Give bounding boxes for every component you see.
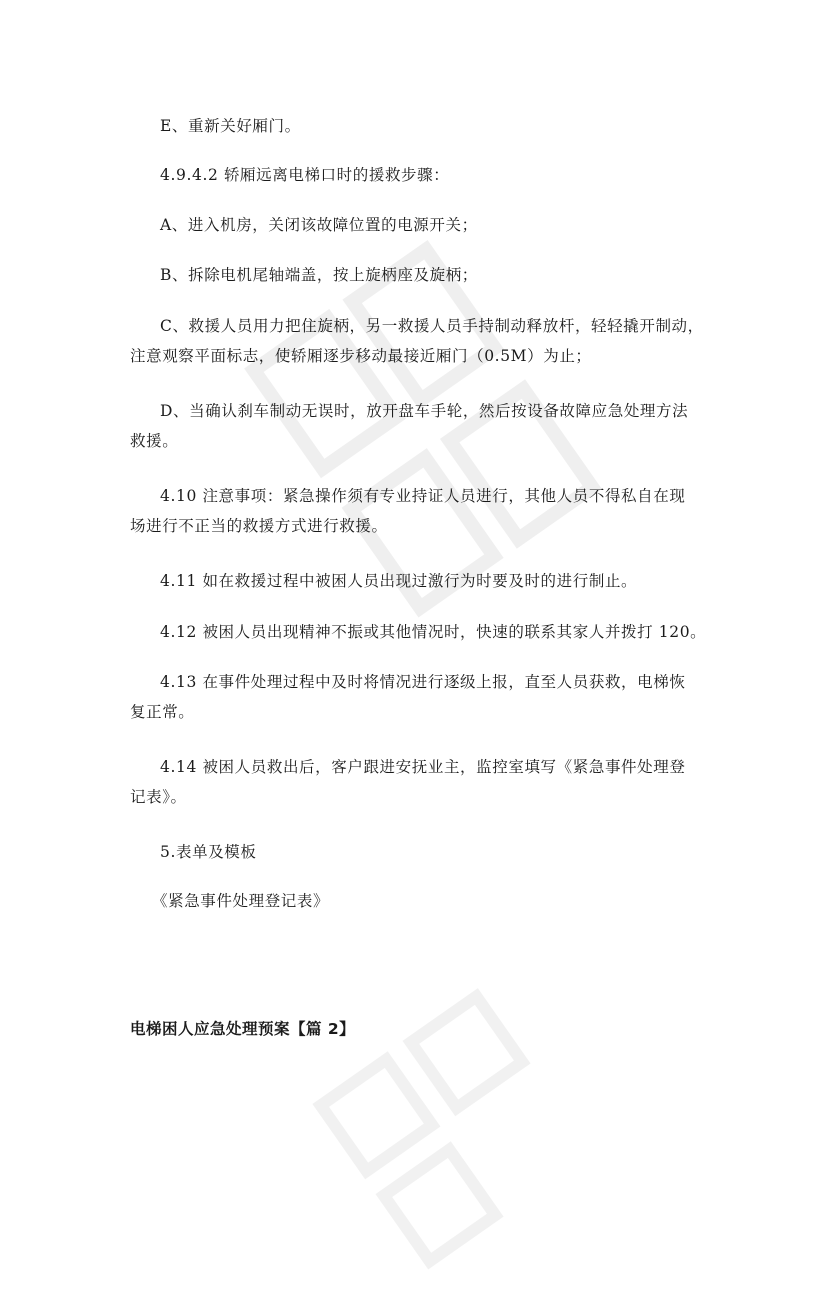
paragraph-c-brake-release <box>130 311 730 371</box>
paragraph-line: 记表》。 <box>130 788 187 806</box>
paragraph-4-10-notice <box>130 481 730 541</box>
section-heading: 电梯困人应急处理预案【篇 2】 <box>130 1020 356 1038</box>
paragraph-d-confirm-brake <box>130 396 730 456</box>
paragraph-line: D、当确认刹车制动无误时，放开盘车手轮，然后按设备故障应急处理方法 <box>160 402 689 420</box>
paragraph-line: 4.14 被困人员救出后，客户跟进安抚业主，监控室填写《紧急事件处理登 <box>160 758 686 776</box>
paragraph-4-11: 4.11 如在救援过程中被困人员出现过激行为时要及时的进行制止。 <box>160 572 638 590</box>
paragraph-line: 复正常。 <box>130 703 195 721</box>
paragraph-form-title: 《紧急事件处理登记表》 <box>152 892 330 910</box>
paragraph-b-remove-cover: B、拆除电机尾轴端盖，按上旋柄座及旋柄； <box>160 266 478 284</box>
paragraph-a-machine-room: A、进入机房，关闭该故障位置的电源开关； <box>160 216 478 234</box>
paragraph-line: 场进行不正当的救援方式进行救援。 <box>130 517 388 535</box>
paragraph-4-9-4-2: 4.9.4.2 轿厢远离电梯口时的援救步骤： <box>160 166 450 184</box>
paragraph-line: 4.10 注意事项：紧急操作须有专业持证人员进行，其他人员不得私自在现 <box>160 487 686 505</box>
paragraph-line: 4.13 在事件处理过程中及时将情况进行逐级上报，直至人员获救，电梯恢 <box>160 673 686 691</box>
paragraph-e-close-door: E、重新关好厢门。 <box>160 117 301 135</box>
watermark-logo-bottom <box>293 963 627 1297</box>
paragraph-line: 注意观察平面标志，使轿厢逐步移动最接近厢门（0.5M）为止； <box>130 347 592 365</box>
paragraph-4-12: 4.12 被困人员出现精神不振或其他情况时，快速的联系其家人并拨打 120。 <box>160 623 707 641</box>
paragraph-5-forms: 5.表单及模板 <box>160 843 257 861</box>
paragraph-4-13 <box>130 667 730 727</box>
paragraph-4-14 <box>130 752 730 812</box>
paragraph-line: 救援。 <box>130 432 179 450</box>
paragraph-line: C、救援人员用力把住旋柄，另一救援人员手持制动释放杆，轻轻撬开制动， <box>160 317 704 335</box>
